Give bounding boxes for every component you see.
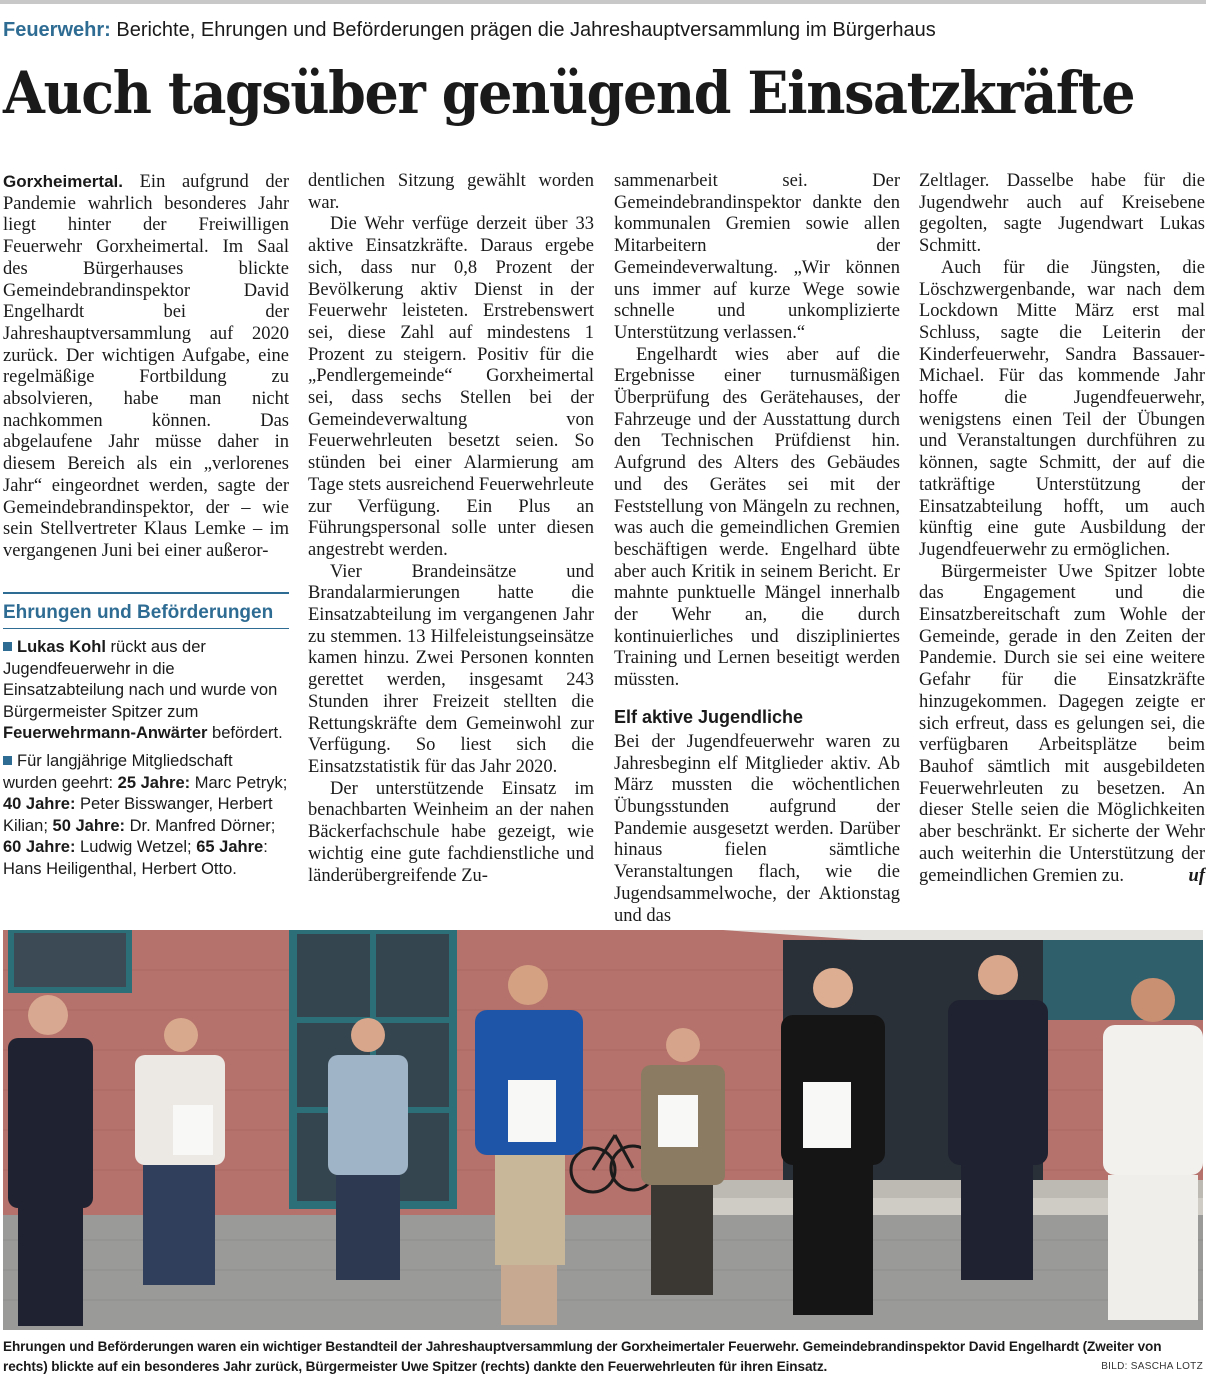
- honor-50-label: 50 Jahre:: [52, 816, 125, 835]
- honor-40-label: 40 Jahre:: [3, 795, 76, 814]
- lead-text: Ein aufgrund der Pandemie wahrlich besonderes Jahr liegt hinter der Freiwilligen Feuerwehr Gorxheimertal. Im Saal des Bürgerhauses blickte Gemeindebrandinspektor David Engelhardt bei der Jahreshauptversammlung auf 2020 zurück. Der wichtigen Aufgabe, eine regelmäßige Fortbildung zu absolvieren, habe man nicht nachkommen können. Das abgelaufene Jahr müsse daher in diesem Bereich als ein „verlorenes Jahr“ eingeordnet werden, sagte der Gemeindebrandinspektor, der – wie sein Stellvertreter Klaus Lemke – im vergangenen Juni bei einer außeror-: [3, 172, 289, 561]
- kicker: [3, 17, 1203, 43]
- promoted-name: Lukas Kohl: [17, 638, 106, 656]
- promotion-rank: Feuerwehrmann-Anwärter: [3, 724, 208, 743]
- honor-50-names: Dr. Manfred Dörner;: [125, 816, 276, 835]
- photo-illustration: [3, 930, 1203, 1330]
- infobox: [3, 637, 289, 887]
- group-photo: [3, 930, 1203, 1330]
- paragraph: Engelhardt wies aber auf die Ergebnisse einer turnusmäßigen Überprüfung des Gerätehauses, der Fahrzeuge und der Ausstattung durch den Technischen Prüfdienst hin. Aufgrund des Alters des Gebäudes und des Gerätes sei mit der Feststellung von Mängeln zu rechnen, was auch die gemeindlichen Gremien beschäftigen werde. Engelhard übte aber auch Kritik in seinem Bericht. Er mahnte punktuelle Mängel innerhalb der Wehr an, die durch kontinuierliches und diszipliniertes Training und Lernen beseitigt werden müssten.: [614, 344, 900, 691]
- infobox-top-rule: [3, 592, 289, 594]
- bullet-square-icon: [3, 642, 12, 651]
- infobox-title-rule: [3, 628, 289, 629]
- paragraph: Die Wehr verfüge derzeit über 33 aktive Einsatzkräfte. Daraus ergebe sich, dass nur 0,8 Prozent der Bevölkerung aktiv Dienst in der Feuerwehr leisteten. Erstrebenswert sei, diese Zahl auf mindestens 1 Prozent zu steigern. Positiv für die „Pendlergemeinde“ Gorxheimertal sei, dass sechs Stellen bei der Gemeindeverwaltung von Feuerwehrleuten besetzt seien. So stünden bei einer Alarmierung am Tage stets ausreichend Feuerwehrleute zur Verfügung. Ein Plus an Führungspersonal solle unter diesen angestrebt werden.: [308, 214, 594, 560]
- headline: Auch tagsüber genügend Einsatzkräfte: [3, 59, 1135, 127]
- paragraph: Zeltlager. Dasselbe habe für die Jugendwehr auch auf Kreisebene gegolten, sagte Jugendwart Lukas Schmitt.: [919, 171, 1205, 257]
- paragraph: Auch für die Jüngsten, die Löschzwergenbande, war nach dem Lockdown Mitte März erst mal Schluss, sagte die Leiterin der Kinderfeuerwehr, Sandra Bassauer-Michael. Für das kommende Jahr hoffe die Jugendfeuerwehr, wenigstens einen Teil der Übungen und Veranstaltungen durchführen zu können, sagte Schmitt, der auf die tatkräftige Unterstützung der Einsatzabteilung hofft, um auch künftig eine gute Ausbildung der Jugendfeuerwehr zu ermöglichen.: [919, 257, 1205, 560]
- infobox-item-honors: [3, 751, 289, 881]
- final-text: Bürgermeister Uwe Spitzer lobte das Engagement und die Einsatzbereitschaft zum Wohle der Gemeinde, gerade in den Zeiten der Pandemie. Durch sie sei eine weitere Gefahr für die Einsatzkräfte hinzugekommen. Dagegen zeigte er sich erfreut, dass es gelungen sei, die verfügbaren Arbeitsplätze beim Bauhof sämtlich mit ausgebildeten Feuerwehrleuten zu besetzen. An dieser Stelle seien die Möglichkeiten aber beschränkt. Er sicherte der Wehr auch weiterhin die Unterstützung der gemeindlichen Gremien zu.: [919, 561, 1205, 886]
- paragraph-final: [919, 562, 1205, 888]
- kicker-text: Berichte, Ehrungen und Beförderungen prägen die Jahreshauptversammlung im Bürgerhaus: [110, 19, 936, 41]
- promotion-text-end: befördert.: [207, 724, 283, 743]
- article-column-4: [919, 171, 1205, 887]
- photo-caption: Ehrungen und Beförderungen waren ein wichtiger Bestandteil der Jahreshauptversammlung der Gorxheimertaler Feuerwehr. Gemeindebrandinspektor David Engelhardt (Zweiter von rechts) blickte auf ein besonderes Jahr zurück, Bürgermeister Uwe Spitzer (rechts) dankte den Feuerwehrleuten für ihren Einsatz.: [3, 1339, 1162, 1374]
- top-rule: [0, 0, 1206, 4]
- subheading: Elf aktive Jugendliche: [614, 706, 804, 727]
- honor-65-names: : Hans Heiligenthal, Herbert Otto.: [3, 838, 268, 878]
- photo-credit: BILD: SASCHA LOTZ: [1101, 1361, 1203, 1372]
- honor-25-label: 25 Jahre:: [117, 773, 191, 792]
- article-column-3: [614, 171, 900, 927]
- paragraph: dentlichen Sitzung gewählt worden war.: [308, 171, 594, 213]
- honor-40-names: Peter Bisswanger, Herbert Kilian;: [3, 795, 273, 835]
- bullet-square-icon: [3, 756, 12, 765]
- kicker-label: Feuerwehr:: [3, 19, 111, 41]
- lead-paragraph: [3, 171, 289, 563]
- infobox-item-promotion: [3, 637, 289, 745]
- article-column-1: [3, 171, 289, 563]
- paragraph: Bei der Jugendfeuerwehr waren zu Jahresbeginn elf Mitglieder aktiv. Ab März mussten die wöchentlichen Übungsstunden aufgrund der Pandemie ausgesetzt werden. Darüber hinaus fielen sämtliche Veranstaltungen flach, wie die Jugendsammelwoche, der Aktionstag und das: [614, 731, 900, 926]
- dateline-place: Gorxheimertal.: [3, 172, 123, 191]
- author-initials: uf: [1188, 865, 1205, 886]
- honor-60-names: Ludwig Wetzel;: [75, 838, 197, 857]
- paragraph: sammenarbeit sei. Der Gemeindebrandinspektor dankte den kommunalen Gremien sowie allen Mitarbeitern der Gemeindeverwaltung. „Wir können uns immer auf kurze Wege sowie schnelle und unkomplizierte Unterstützung verlassen.“: [614, 171, 900, 343]
- honor-65-label: 65 Jahre: [196, 838, 264, 857]
- paragraph: Vier Brandeinsätze und Brandalarmierungen hatte die Einsatzabteilung im vergangenen Jahr zu stemmen. 13 Hilfeleistungseinsätze kamen hinzu. Zwei Personen konnten gerettet werden, insgesamt 243 Stunden ihrer Freizeit stellten die Rettungskräfte dem Gemeinwohl zur Verfügung. So liest sich die Einsatzstatistik für das Jahr 2020.: [308, 561, 594, 777]
- promotion-text: rückt aus der Jugendfeuerwehr in die Einsatzabteilung nach und wurde von Bürgermeister Spitzer zum: [3, 638, 278, 721]
- honors-intro: Für langjährige Mitgliedschaft wurden geehrt:: [3, 751, 233, 792]
- infobox-title: Ehrungen und Beförderungen: [3, 602, 274, 623]
- honor-60-label: 60 Jahre:: [3, 838, 76, 857]
- honor-25-names: Marc Petryk;: [190, 773, 288, 792]
- article-column-2: [308, 171, 594, 887]
- paragraph: Der unterstützende Einsatz im benachbarten Weinheim an der nahen Bäckerfachschule habe gezeigt, wie wichtig eine gute fachdienstliche und länderübergreifende Zu-: [308, 778, 594, 886]
